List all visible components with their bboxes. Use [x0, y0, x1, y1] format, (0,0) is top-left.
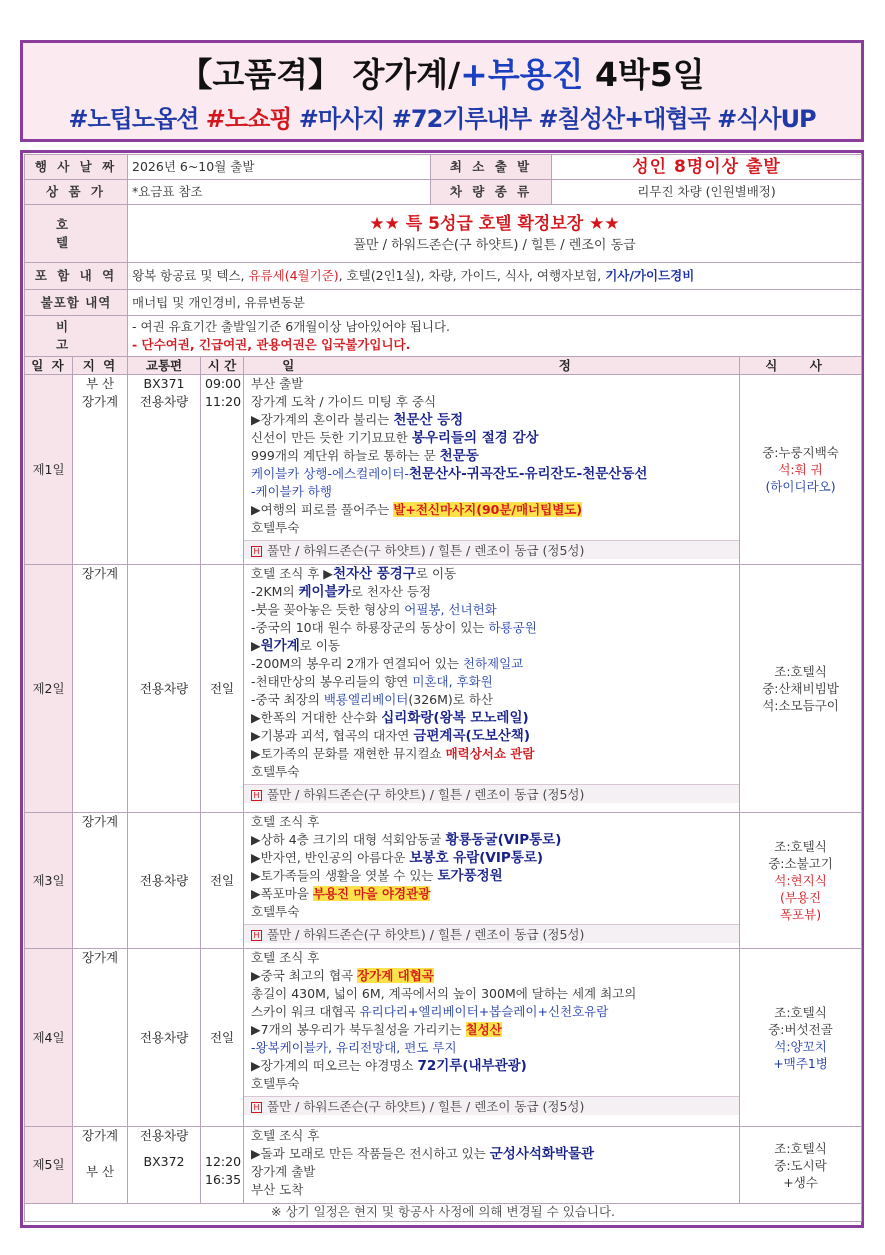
schedule-line	[251, 745, 735, 763]
schedule-text: -중국 최장의	[251, 692, 324, 707]
hashtag: #노쇼핑	[205, 105, 292, 133]
schedule-highlight: 장가계 대협곡	[357, 968, 434, 983]
schedule-line	[251, 1057, 735, 1075]
day-schedule	[244, 375, 740, 565]
time-depart: 12:20	[205, 1154, 242, 1169]
schedule-text: -중국의 10대 원수 하룡장군의 동상이 있는	[251, 620, 489, 635]
schedule-line: 호텔투숙	[251, 520, 300, 535]
schedule-text: 로 천자산 등정	[350, 584, 432, 599]
day-label: 제4일	[25, 949, 73, 1127]
hashtag: #칠성산+대협곡	[538, 105, 710, 133]
meal-lunch: 중:소불고기	[768, 856, 833, 871]
region-start: 장가계	[81, 1128, 119, 1143]
schedule-highlight: 토가풍정원	[437, 868, 503, 884]
day-row	[25, 813, 862, 949]
day-region: 장가계	[73, 813, 128, 949]
include-fuel: 유류세(4월기준)	[248, 268, 339, 283]
schedule-line: 호텔 조식 후	[251, 1128, 320, 1143]
schedule-line	[251, 1145, 735, 1163]
schedule-line	[251, 831, 735, 849]
day-transport: 전용차량	[128, 949, 201, 1127]
footer-row	[25, 1204, 862, 1222]
schedule-line: 장가계 도착 / 가이드 미팅 후 중식	[251, 394, 437, 409]
schedule-line: 총길이 430M, 넓이 6M, 계곡에서의 높이 300M에 달하는 세계 최고의	[251, 986, 637, 1001]
day-meal	[740, 375, 862, 565]
schedule-text: ▶중국 최고의 협곡	[251, 968, 358, 983]
schedule-highlight: 백룡엘리베이터	[323, 692, 409, 707]
info-row-include	[25, 263, 862, 290]
include-label: 포 함 내 역	[25, 263, 128, 290]
schedule-highlight: 발+전신마사지(90분/매너팁별도)	[393, 502, 583, 517]
schedule-text: ▶토가족의 문화를 재현한 뮤지컬쇼	[251, 746, 446, 761]
schedule-line: 호텔투숙	[251, 904, 300, 919]
meal-lunch: 중:누룽지백숙	[762, 445, 839, 460]
schedule-line	[251, 709, 735, 727]
meal-dinner-note: (하이디라오)	[765, 479, 836, 494]
day-row	[25, 375, 862, 565]
hotel-line-text: 풀만 / 하워드존슨(구 하얏트) / 힐튼 / 렌조이 동급 (정5성)	[267, 787, 585, 802]
schedule-text: 케이블카 상행-에스컬레이터-	[251, 466, 409, 481]
itinerary-table	[24, 154, 862, 1222]
schedule-line: 장가계 출발	[251, 1164, 316, 1179]
schedule-line	[251, 655, 735, 673]
schedule-highlight: 금편계곡(도보산책)	[413, 728, 530, 744]
hotel-line	[244, 540, 739, 559]
time-arrive: 11:20	[205, 394, 242, 409]
header-meal: 식 사	[740, 357, 862, 375]
remark-value	[128, 316, 862, 357]
schedule-text: -천태만상의 봉우리들의 향연	[251, 674, 413, 689]
day-region	[73, 375, 128, 565]
transport-mode: 전용차량	[139, 394, 189, 409]
schedule-text: ▶	[251, 638, 261, 653]
schedule-text: 로 이동	[415, 566, 457, 581]
schedule-line	[251, 447, 735, 465]
day-time: 전일	[201, 949, 244, 1127]
schedule-line	[251, 619, 735, 637]
day-schedule	[244, 565, 740, 813]
meal-dinner-note: 폭포뷰)	[779, 907, 822, 922]
hotel-icon: H	[251, 930, 262, 941]
day-schedule	[244, 949, 740, 1127]
meal-dinner: 석:소모듬구이	[762, 698, 839, 713]
hashtag: #식사UP	[717, 105, 816, 133]
schedule-line: 부산 도착	[251, 1182, 304, 1197]
hotel-line-text: 풀만 / 하워드존슨(구 하얏트) / 힐튼 / 렌조이 동급 (정5성)	[267, 543, 585, 558]
schedule-highlight: 천문산 등정	[393, 412, 464, 428]
schedule-text: ▶장가계의 혼이라 불리는	[251, 412, 394, 427]
schedule-text: 999개의 계단위 하늘로 통하는 문	[251, 448, 440, 463]
time-arrive: 16:35	[205, 1172, 242, 1187]
header-schedule: 일 정	[244, 357, 740, 375]
schedule-text: ▶폭포마을	[251, 886, 313, 901]
header-time: 시 간	[201, 357, 244, 375]
schedule-highlight: 어필봉, 선녀헌화	[404, 602, 497, 617]
day-row	[25, 1127, 862, 1204]
day-row	[25, 949, 862, 1127]
hashtag: #마사지	[298, 105, 385, 133]
day-schedule	[244, 1127, 740, 1204]
info-row-exclude	[25, 290, 862, 316]
transport-mode: 전용차량	[139, 1128, 189, 1143]
hashtag: #노팁노옵션	[68, 105, 199, 133]
day-region	[73, 1127, 128, 1204]
info-row-price	[25, 180, 862, 205]
exclude-value: 매너팁 및 개인경비, 유류변동분	[128, 290, 862, 316]
title-highlight: +부용진	[460, 55, 584, 94]
hotel-info	[128, 205, 862, 263]
schedule-text: -붓을 꽂아놓은 듯한 형상의	[251, 602, 405, 617]
day-transport	[128, 375, 201, 565]
meal-lunch-note: +생수	[783, 1174, 818, 1190]
header-transport: 교통편	[128, 357, 201, 375]
schedule-line: 호텔투숙	[251, 1076, 300, 1091]
schedule-highlight: 황룡동굴(VIP통로)	[445, 832, 562, 848]
day-label: 제5일	[25, 1127, 73, 1204]
date-label: 행 사 날 짜	[25, 155, 128, 180]
info-row-date	[25, 155, 862, 180]
meal-dinner: 석:훠 궈	[778, 462, 823, 477]
schedule-text: -200M의 봉우리 2개가 연결되어 있는	[251, 656, 463, 671]
schedule-line	[251, 429, 735, 447]
schedule-highlight: 하룡공원	[488, 620, 537, 635]
price-label: 상 품 가	[25, 180, 128, 205]
info-row-hotel	[25, 205, 862, 263]
hotel-list: 풀만 / 하워드존슨(구 하얏트) / 힐튼 / 렌조이 동급	[353, 237, 636, 253]
hotel-guarantee: ★★ 특 5성급 호텔 확정보장 ★★	[369, 213, 620, 234]
schedule-highlight: 십리화랑(왕복 모노레일)	[381, 710, 529, 726]
schedule-line	[251, 885, 735, 903]
day-transport: 전용차량	[128, 565, 201, 813]
schedule-line: 호텔 조식 후	[251, 814, 320, 829]
region-end: 부 산	[85, 1164, 115, 1179]
day-meal	[740, 565, 862, 813]
day-transport	[128, 1127, 201, 1204]
schedule-text: -2KM의	[251, 584, 299, 599]
schedule-highlight: 칠성산	[465, 1022, 502, 1037]
schedule-text: ▶한폭의 거대한 산수화	[251, 710, 382, 725]
day-schedule	[244, 813, 740, 949]
day-label: 제3일	[25, 813, 73, 949]
day-time: 전일	[201, 565, 244, 813]
schedule-line	[251, 849, 735, 867]
min-departure-value: 성인 8명이상 출발	[552, 155, 862, 180]
meal-dinner-note: (부용진	[779, 890, 822, 905]
flight-number: BX371	[143, 376, 185, 391]
itinerary-frame	[20, 150, 864, 1228]
header-region: 지 역	[73, 357, 128, 375]
day-meal	[740, 1127, 862, 1204]
schedule-text: ▶7개의 봉우리가 북두칠성을 가리키는	[251, 1022, 466, 1037]
hotel-label: 호 텔	[25, 205, 128, 263]
schedule-line	[251, 465, 735, 483]
min-departure-label: 최 소 출 발	[431, 155, 552, 180]
schedule-line	[251, 601, 735, 619]
region-end: 장가계	[81, 394, 119, 409]
schedule-header	[25, 357, 862, 375]
title-text: 【고품격】 장가계/	[179, 55, 461, 94]
schedule-highlight: 72기루(내부관광)	[417, 1058, 527, 1074]
meal-breakfast: 조:호텔식	[774, 1004, 827, 1020]
meal-lunch: 중:버섯전골	[768, 1021, 833, 1037]
schedule-line: 호텔 조식 후	[251, 950, 320, 965]
schedule-line: -케이블카 하행	[251, 484, 332, 499]
hashtag-row	[23, 99, 861, 134]
hashtag: #72기루내부	[391, 105, 532, 133]
meal-breakfast: 조:호텔식	[774, 664, 827, 679]
schedule-highlight: 케이블카	[298, 584, 351, 600]
schedule-line	[251, 673, 735, 691]
schedule-highlight: 부용진 마을 야경관광	[312, 886, 431, 901]
schedule-text: 스카이 워크 대협곡	[251, 1004, 360, 1019]
hotel-line	[244, 784, 739, 803]
day-region: 장가계	[73, 949, 128, 1127]
schedule-highlight: 천자산 풍경구	[332, 566, 416, 582]
meal-dinner: 석:양꼬치	[774, 1038, 827, 1054]
title-banner	[20, 40, 864, 142]
schedule-line: -왕복케이블카, 유리전망대, 편도 루지	[251, 1040, 457, 1055]
day-time	[201, 375, 244, 565]
hotel-line-text: 풀만 / 하워드존슨(구 하얏트) / 힐튼 / 렌조이 동급 (정5성)	[267, 1099, 585, 1114]
schedule-text: 로 이동	[299, 638, 340, 653]
day-time: 전일	[201, 813, 244, 949]
schedule-highlight: 봉우리들의 절경 감상	[411, 430, 539, 446]
meal-lunch: 중:도시락	[774, 1157, 827, 1173]
day-label: 제1일	[25, 375, 73, 565]
include-value	[128, 263, 862, 290]
schedule-highlight: 미혼대, 후화원	[412, 674, 493, 689]
hotel-icon: H	[251, 546, 262, 557]
title-duration: 4박5일	[583, 55, 705, 94]
schedule-line	[251, 967, 735, 985]
schedule-text: ▶상하 4층 크기의 대형 석회암동굴	[251, 832, 446, 847]
hotel-line	[244, 1096, 739, 1115]
date-value: 2026년 6~10월 출발	[128, 155, 431, 180]
page-title	[23, 49, 861, 96]
day-meal	[740, 949, 862, 1127]
schedule-line: 부산 출발	[251, 376, 304, 391]
meal-breakfast: 조:호텔식	[774, 1140, 827, 1156]
day-transport: 전용차량	[128, 813, 201, 949]
schedule-highlight: 천하제일교	[462, 656, 524, 671]
region-start: 부 산	[85, 376, 115, 391]
footer-note: ※ 상기 일정은 현지 및 항공사 사정에 의해 변경될 수 있습니다.	[25, 1204, 862, 1222]
schedule-highlight: 보봉호 유람(VIP통로)	[409, 850, 544, 866]
schedule-line	[251, 1003, 735, 1021]
schedule-highlight: 원가계	[260, 638, 300, 654]
exclude-label: 불포함 내역	[25, 290, 128, 316]
meal-lunch: 중:산채비빔밥	[762, 681, 839, 696]
day-time	[201, 1127, 244, 1204]
price-value: *요금표 참조	[128, 180, 431, 205]
remark-label: 비 고	[25, 316, 128, 357]
schedule-highlight: 천문산사-귀곡잔도-유리잔도-천문산동선	[408, 466, 648, 482]
hotel-line	[244, 924, 739, 943]
schedule-highlight: 유리다리+엘리베이터+봅슬레이+신천호유람	[359, 1004, 609, 1019]
remark-warning: - 단수여권, 긴급여권, 관용여권은 입국불가입니다.	[132, 337, 411, 352]
schedule-line	[251, 867, 735, 885]
schedule-line: 호텔투숙	[251, 764, 300, 779]
hotel-icon: H	[251, 1102, 262, 1113]
schedule-line	[251, 637, 735, 655]
day-meal	[740, 813, 862, 949]
meal-dinner-note: +맥주1병	[773, 1055, 828, 1071]
schedule-line	[251, 583, 735, 601]
schedule-line	[251, 727, 735, 745]
schedule-line	[251, 691, 735, 709]
flight-number: BX372	[143, 1154, 185, 1169]
vehicle-label: 차 량 종 류	[431, 180, 552, 205]
schedule-highlight: 천문동	[439, 448, 479, 464]
remark-line: - 여권 유효기간 출발일기준 6개월이상 남아있어야 됩니다.	[132, 319, 451, 334]
info-row-remark	[25, 316, 862, 357]
schedule-highlight: 군성사석화박물관	[489, 1146, 595, 1162]
vehicle-value: 리무진 차량 (인원별배정)	[552, 180, 862, 205]
schedule-text: ▶기봉과 괴석, 협곡의 대자연	[251, 728, 414, 743]
schedule-text: ▶여행의 피로를 풀어주는	[251, 502, 394, 517]
schedule-text: 호텔 조식 후 ▶	[251, 566, 333, 581]
include-guide-fee: 기사/가이드경비	[605, 268, 695, 283]
schedule-text: ▶토가족들의 생활을 엿볼 수 있는	[251, 868, 438, 883]
time-depart: 09:00	[205, 376, 242, 391]
schedule-text: ▶장가계의 떠오르는 야경명소	[251, 1058, 418, 1073]
header-day: 일 자	[25, 357, 73, 375]
schedule-highlight: 매력상서쇼 관람	[445, 746, 535, 761]
schedule-line	[251, 501, 735, 519]
include-text: 왕복 항공료 및 텍스,	[132, 268, 249, 283]
schedule-text: 신선이 만든 듯한 기기묘묘한	[251, 430, 412, 445]
hotel-line-text: 풀만 / 하워드존슨(구 하얏트) / 힐튼 / 렌조이 동급 (정5성)	[267, 927, 585, 942]
schedule-text: ▶반자연, 반인공의 아름다운	[251, 850, 410, 865]
schedule-line	[251, 411, 735, 429]
schedule-line	[251, 1021, 735, 1039]
day-row	[25, 565, 862, 813]
hotel-icon: H	[251, 790, 262, 801]
schedule-text: (326M)로 하산	[408, 692, 493, 707]
day-label: 제2일	[25, 565, 73, 813]
include-text: , 호텔(2인1실), 차량, 가이드, 식사, 여행자보험,	[338, 268, 606, 283]
schedule-text: ▶돌과 모래로 만든 작품들은 전시하고 있는	[251, 1146, 490, 1161]
meal-dinner: 석:현지식	[774, 873, 827, 888]
meal-breakfast: 조:호텔식	[774, 839, 827, 854]
day-region: 장가계	[73, 565, 128, 813]
schedule-line	[251, 565, 735, 583]
